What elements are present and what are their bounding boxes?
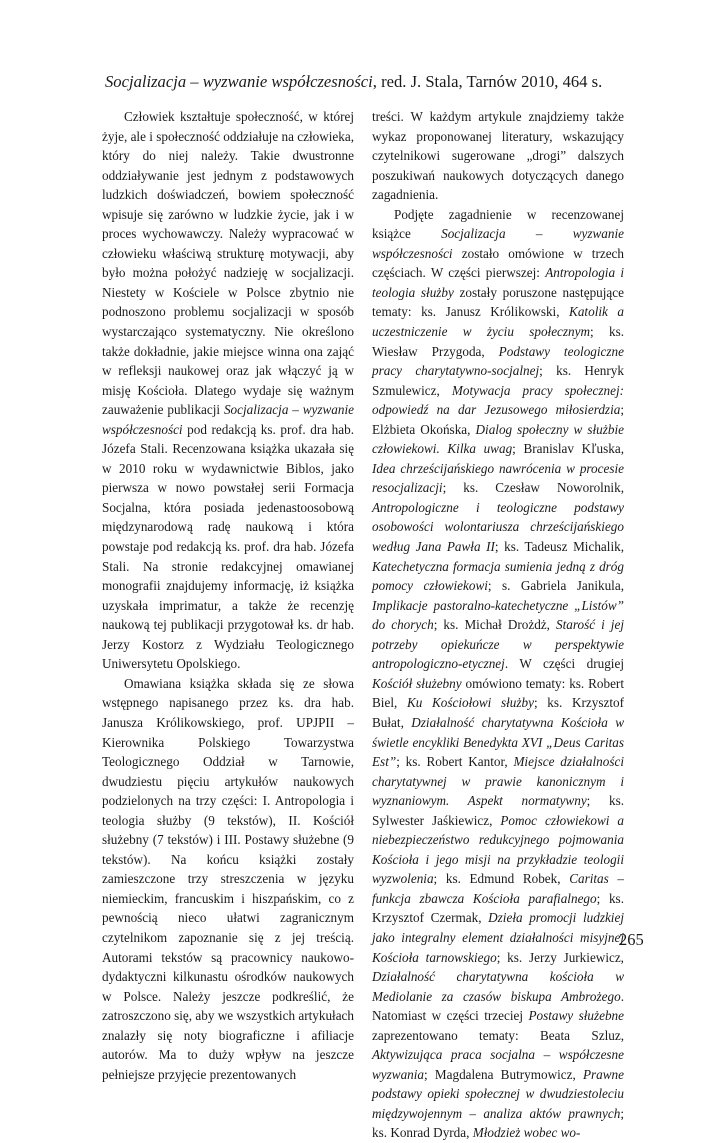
italic-run: Starość i jej potrzeby opiekuńcze w perspektywie antropologiczno-etycznej <box>372 617 624 672</box>
italic-run: Młodzież wobec wo- <box>472 1125 581 1141</box>
text-run: ; ks. Krzysztof Czermak, <box>372 890 624 926</box>
italic-run: Caritas – funkcja zbawcza Kościoła parafialnego <box>372 871 624 906</box>
italic-run: Miejsce działalności charytatywnej w prawie kanonicznym i wyznaniowym. Aspekt normatywny <box>372 754 625 809</box>
italic-run: Kościół służebny <box>372 675 462 691</box>
paragraph <box>102 674 354 1084</box>
italic-run: Dzieła promocji ludzkiej jako integralny element działalności misyjnej Kościoła tarnowskiego <box>372 910 624 965</box>
left-column <box>102 107 354 1084</box>
text-run: ; ks. Wiesław Przygoda, <box>372 324 624 359</box>
text-run: ; ks. Konrad Dyrda, <box>372 1105 624 1141</box>
text-run: ; ks. Sylwester Jaśkiewicz, <box>372 793 624 828</box>
text-run: pod redakcją ks. prof. dra hab. Józefa Stali. Recenzowana książka ukazała się w 2010 roku w wydawnictwie Biblos, jako pierwsza w nowo powstałej serii Formacja Socjalna, która posiada jedenastoosobową międzynarodową radę naukową i która powstaje pod redakcją ks. prof. dra hab. Józefa Stali. Na stronie redakcyjnej omawianej monografii znajdujemy informację, iż książka uzyskała imprimatur, a także że recenzję naukową tej publikacji przygotował ks. dr hab. Jerzy Kostorz z Wydziału Teologicznego Uniwersytetu Opolskiego. <box>102 421 354 672</box>
italic-run: Postawy służebne <box>528 1008 625 1024</box>
text-run: ; s. Gabriela Janikula, <box>487 578 624 594</box>
paragraph <box>372 107 624 205</box>
italic-run: Aktywizująca praca socjalna – współczesne wyzwania <box>372 1047 624 1082</box>
text-run: ; Magdalena Butrymowicz, <box>424 1066 583 1082</box>
text-run: Człowiek kształtuje społeczność, w której żyje, ale i społeczność oddziałuje na człowieka, który do niej należy. Takie dwustronne oddziaływanie jest jednym z podstawowych ludzkich doświadczeń, bowiem społeczność wpisuje się zarówno w ludzkie życie, jak i w proces wychowawczy. Należy wypracować w człowieku właściwą strukturę motywacji, aby było można położyć nadzieję w socjalizacji. Niestety w Kościele w Polsce zbytnio nie podnoszono problemu socjalizacji w sposób wystarczająco systematyczny. Nie określono także dokładnie, jakie miejsce winna ona zająć w refleksji naukowej oraz jak włączyć ją w misję Kościoła. Dlatego wydaje się ważnym zauważenie publikacji <box>102 109 354 418</box>
text-run: ; ks. Krzysztof Bułat, <box>372 695 624 730</box>
review-title <box>105 72 705 92</box>
italic-run: Ku Kościołowi służby <box>406 695 534 711</box>
italic-run: Prawne podstawy opieki społecznej w dwudziestoleciu międzywojennym – analiza aktów prawnych <box>372 1066 624 1121</box>
italic-run: Antropologiczne i teologiczne podstawy osobowości wolontariusza chrześcijańskiego według Jana Pawła II <box>372 499 624 555</box>
text-run: ; ks. Czesław Noworolnik, <box>442 480 624 496</box>
text-run: . W części drugiej <box>504 656 624 672</box>
text-run: ; ks. Jerzy Jurkiewicz, <box>496 949 624 965</box>
italic-run: Katechetyczna formacja sumienia jedną z dróg pomocy człowiekowi <box>372 558 624 594</box>
text-run: treści. W każdym artykule znajdziemy także wykaz proponowanej literatury, wskazujący czytelnikowi sugerowane „drogi” dalszych poszukiwań naukowych dotyczących danego zagadnienia. <box>372 109 624 203</box>
italic-run: Implikacje pastoralno-katechetyczne „Listów” do chorych <box>372 597 624 633</box>
text-run: ; ks. Edmund Robek, <box>433 871 570 887</box>
text-run: ; ks. Henryk Szmulewicz, <box>372 363 624 398</box>
paragraph <box>102 107 354 674</box>
paragraph <box>372 205 624 1143</box>
italic-run: Idea chrześcijańskiego nawrócenia w procesie resocjalizacji <box>372 460 624 496</box>
text-run: zostały poruszone następujące tematy: ks. Janusz Królikowski, <box>372 284 624 320</box>
text-run: . Natomiast w części trzeciej <box>372 988 624 1024</box>
book-title: Socjalizacja – wyzwanie współczesności <box>105 72 373 91</box>
italic-run: Dialog społeczny w służbie człowiekowi. Kilka uwag <box>372 421 624 457</box>
text-run: omówiono tematy: ks. Robert Biel, <box>372 675 624 711</box>
text-run: ; ks. Robert Kantor, <box>396 754 514 770</box>
text-run: ; Elżbieta Okońska, <box>372 402 624 437</box>
text-run: ; Branislav Kľuska, <box>512 441 624 457</box>
italic-run: Socjalizacja – wyzwanie współczesności <box>102 402 355 437</box>
text-run: Omawiana książka składa się ze słowa wstępnego napisanego przez ks. dra hab. Janusza Królikowskiego, prof. UPJPII – Kierownika Polskiego Towarzystwa Teologicznego Oddział w Tarnowie, dwudziestu pięciu artykułów naukowych podzielonych na trzy części: I. Antropologia i teologia służby (9 tekstów), II. Kościół służebny (7 tekstów) i III. Postawy służebne (9 tekstów). Na końcu książki zostały zamieszczone trzy streszczenia w języku niemieckim, francuskim i hiszpańskim, co z pewnością nieco ułatwi zagranicznym czytelnikom zapoznanie się z jej treścią. Autorami tekstów są pracownicy naukowo-dydaktyczni kilkunastu ośrodków naukowych w Polsce. Należy jeszcze podkreślić, że zatroszczono się, aby we wszystkich artykułach znalazły się noty biograficzne i afiliacje autorów. Ma to duży wpływ na jeszcze pełniejsze przyjęcie prezentowanych <box>102 675 354 1082</box>
text-run: Podjęte zagadnienie w recenzowanej książce <box>372 206 624 242</box>
text-run: ; ks. Michał Drożdż, <box>433 617 556 633</box>
page-number: 265 <box>619 930 644 949</box>
italic-run: Motywacja pracy społecznej: odpowiedź na dar Jezusowego miłosierdzia <box>372 382 625 418</box>
text-run: zaprezentowano tematy: Beata Szluz, <box>372 1027 624 1043</box>
italic-run: Działalność charytatywna kościoła w Mediolanie za czasów biskupa Ambrożego <box>372 969 624 1004</box>
italic-run: Socjalizacja – wyzwanie współczesności <box>372 226 624 261</box>
italic-run: Działalność charytatywna Kościoła w świetle encykliki Benedykta XVI „Deus Caritas Est” <box>372 714 624 770</box>
italic-run: Antropologia i teologia służby <box>372 265 624 300</box>
italic-run: Pomoc człowiekowi a niebezpieczeństwo redukcyjnego pojmowania Kościoła i jego misji na przykładzie teologii wyzwolenia <box>372 812 624 887</box>
book-details: , red. J. Stala, Tarnów 2010, 464 s. <box>372 72 603 91</box>
right-column <box>372 107 624 1143</box>
italic-run: Katolik a uczestniczenie w życiu społecznym <box>372 304 624 340</box>
italic-run: Podstawy teologiczne pracy charytatywno-socjalnej <box>372 343 624 379</box>
text-run: ; ks. Tadeusz Michalik, <box>494 539 624 555</box>
text-run: zostało omówione w trzech częściach. W części pierwszej: <box>372 245 624 281</box>
